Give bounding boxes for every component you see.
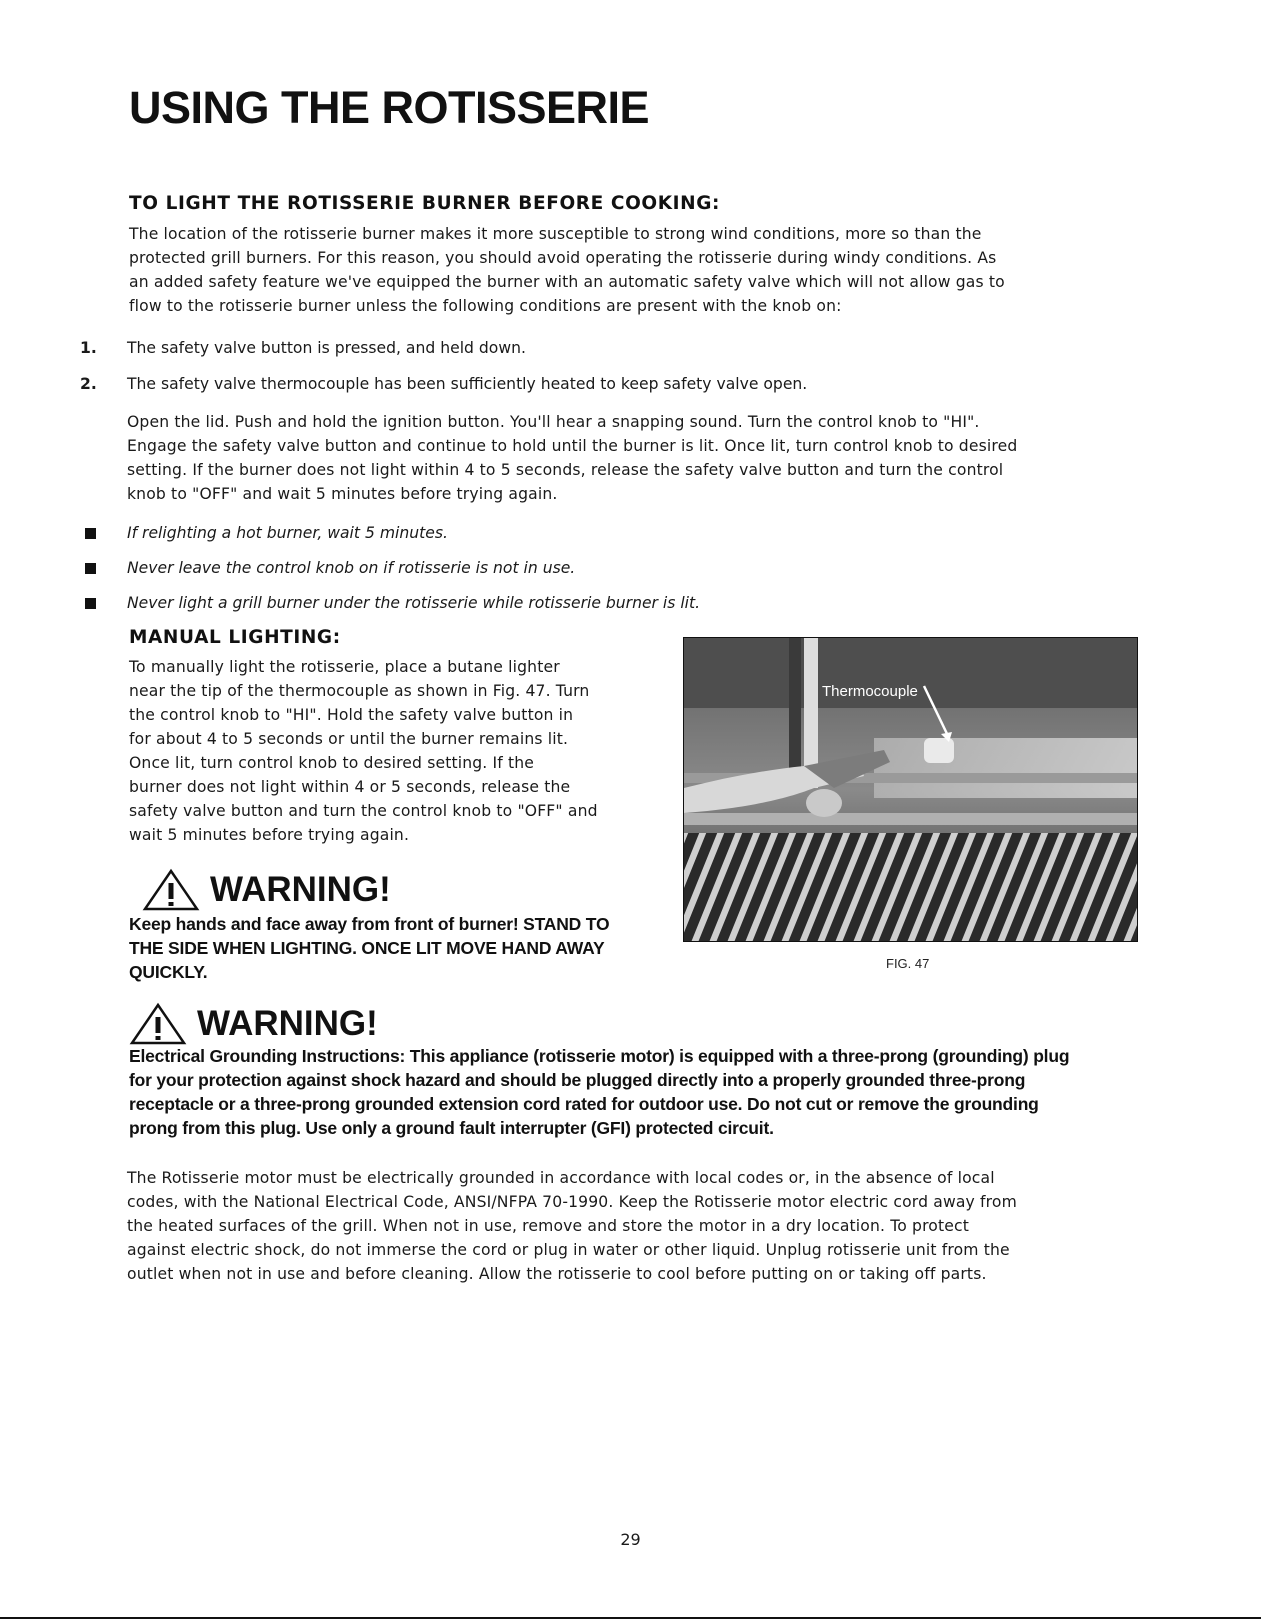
grounding-line: codes, with the National Electrical Code, ANSI/NFPA 70-1990. Keep the Rotisserie motor electric cord away from xyxy=(127,1193,1017,1211)
grounding-paragraph xyxy=(127,1166,1017,1286)
warning-line: QUICKLY. xyxy=(129,962,208,982)
grounding-line: the heated surfaces of the grill. When not in use, remove and store the motor in a dry location. To protect xyxy=(127,1217,969,1235)
section-heading-light-burner: TO LIGHT THE ROTISSERIE BURNER BEFORE COOKING: xyxy=(129,193,721,214)
warning-line: Keep hands and face away from front of burner! STAND TO xyxy=(129,914,610,934)
warning-triangle-icon xyxy=(142,868,200,912)
step-text: The safety valve button is pressed, and held down. xyxy=(127,339,526,357)
warning-triangle-icon xyxy=(129,1002,187,1046)
step-text: The safety valve thermocouple has been sufficiently heated to keep safety valve open. xyxy=(127,375,808,393)
manual-line: burner does not light within 4 or 5 seconds, release the xyxy=(129,778,571,796)
warning-line: prong from this plug. Use only a ground fault interrupter (GFI) protected circuit. xyxy=(129,1118,774,1138)
step-number: 2. xyxy=(80,375,97,393)
manual-line: the control knob to "HI". Hold the safety valve button in xyxy=(129,706,574,724)
figure-47-photo xyxy=(683,637,1138,942)
warning-label: WARNING! xyxy=(210,870,391,909)
bullet-text: Never light a grill burner under the rotisserie while rotisserie burner is lit. xyxy=(127,594,701,612)
warning-line: THE SIDE WHEN LIGHTING. ONCE LIT MOVE HAND AWAY xyxy=(129,938,605,958)
warning-label: WARNING! xyxy=(197,1004,378,1043)
intro-line: protected grill burners. For this reason, you should avoid operating the rotisserie during windy conditions. As xyxy=(129,249,997,267)
intro-line: flow to the rotisserie burner unless the following conditions are present with the knob on: xyxy=(129,297,842,315)
manual-line: wait 5 minutes before trying again. xyxy=(129,826,410,844)
intro-paragraph xyxy=(129,222,1005,318)
bullet-square-icon xyxy=(85,598,96,609)
ignition-instructions xyxy=(127,410,1017,506)
grounding-line: outlet when not in use and before cleaning. Allow the rotisserie to cool before putting on or taking off parts. xyxy=(127,1265,987,1283)
intro-line: an added safety feature we've equipped the burner with an automatic safety valve which will not allow gas to xyxy=(129,273,1005,291)
manual-line: for about 4 to 5 seconds or until the burner remains lit. xyxy=(129,730,569,748)
instruction-line: Open the lid. Push and hold the ignition button. You'll hear a snapping sound. Turn the control knob to "HI". xyxy=(127,413,980,431)
grounding-line: against electric shock, do not immerse the cord or plug in water or other liquid. Unplug rotisserie unit from the xyxy=(127,1241,1010,1259)
warning-line: receptacle or a three-prong grounded extension cord rated for outdoor use. Do not cut or remove the grounding xyxy=(129,1094,1039,1114)
intro-line: The location of the rotisserie burner makes it more susceptible to strong wind conditions, more so than the xyxy=(129,225,982,243)
bullet-square-icon xyxy=(85,563,96,574)
manual-line: near the tip of the thermocouple as shown in Fig. 47. Turn xyxy=(129,682,590,700)
grill-thermocouple-illustration xyxy=(684,638,1137,941)
grounding-line: The Rotisserie motor must be electrically grounded in accordance with local codes or, in the absence of local xyxy=(127,1169,995,1187)
manual-line: To manually light the rotisserie, place a butane lighter xyxy=(129,658,560,676)
warning-heading-1 xyxy=(142,868,391,912)
warning-line: for your protection against shock hazard and should be plugged directly into a properly grounded three-prong xyxy=(129,1070,1026,1090)
bullet-square-icon xyxy=(85,528,96,539)
warning-text-2 xyxy=(129,1044,1069,1140)
step-number: 1. xyxy=(80,339,97,357)
warning-text-1 xyxy=(129,912,609,984)
manual-line: safety valve button and turn the control knob to "OFF" and xyxy=(129,802,598,820)
manual-lighting-paragraph xyxy=(129,655,598,847)
manual-line: Once lit, turn control knob to desired setting. If the xyxy=(129,754,535,772)
page-title: USING THE ROTISSERIE xyxy=(129,82,650,133)
figure-caption: FIG. 47 xyxy=(886,956,930,971)
warning-heading-2 xyxy=(129,1002,378,1046)
instruction-line: Engage the safety valve button and continue to hold until the burner is lit. Once lit, turn control knob to desired xyxy=(127,437,1018,455)
section-heading-manual-lighting: MANUAL LIGHTING: xyxy=(129,627,341,648)
bullet-text: If relighting a hot burner, wait 5 minutes. xyxy=(127,524,448,542)
thermocouple-label: Thermocouple xyxy=(822,683,918,700)
instruction-line: setting. If the burner does not light within 4 to 5 seconds, release the safety valve button and turn the control xyxy=(127,461,1004,479)
bottom-rule xyxy=(0,1617,1261,1619)
page-number: 29 xyxy=(620,1530,641,1549)
warning-line: Electrical Grounding Instructions: This appliance (rotisserie motor) is equipped with a three-prong (grounding) plug xyxy=(129,1046,1070,1066)
bullet-text: Never leave the control knob on if rotisserie is not in use. xyxy=(127,559,576,577)
instruction-line: knob to "OFF" and wait 5 minutes before trying again. xyxy=(127,485,558,503)
